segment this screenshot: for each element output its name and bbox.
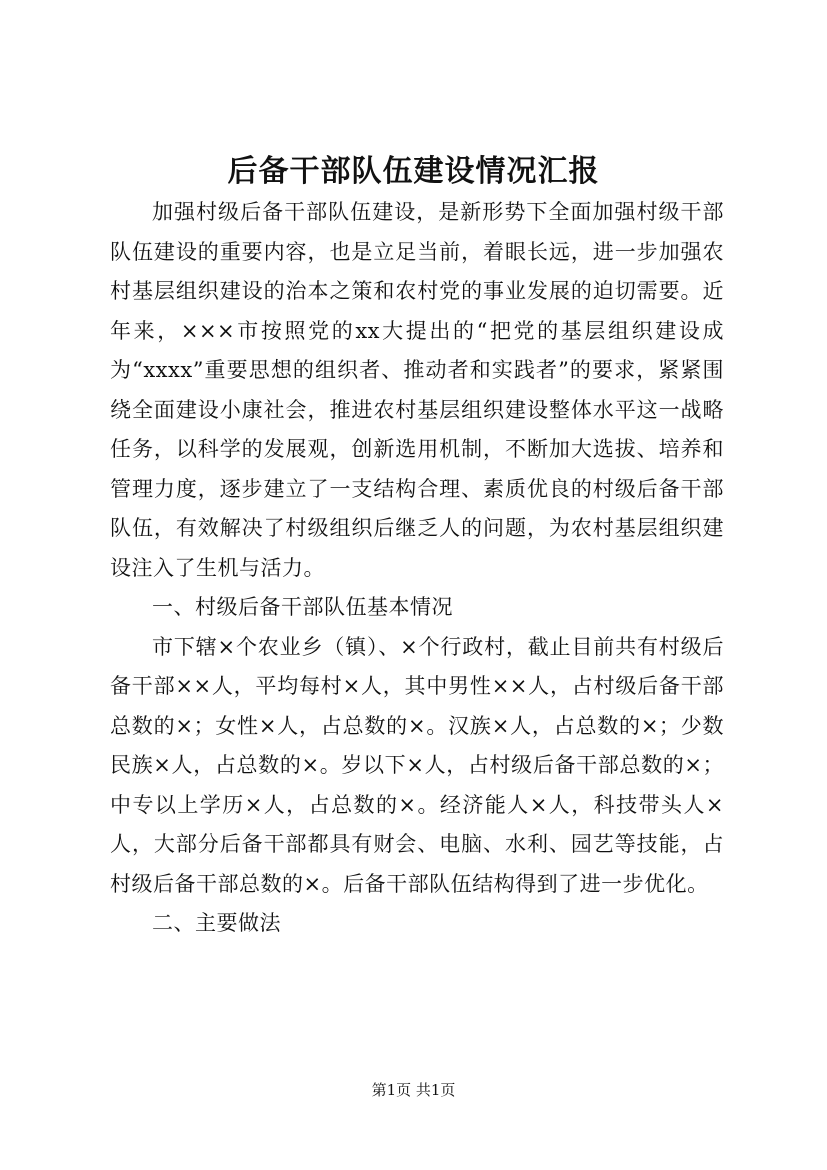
basic-situation-paragraph: 市下辖×个农业乡（镇）、×个行政村，截止目前共有村级后备干部××人，平均每村×人，其中男性××人，占村级后备干部总数的×；女性×人，占总数的×。汉族×人，占总数的×；少数民族×人，占总数的×。岁以下×人，占村级后备干部总数的×；中专以上学历×人，占总数的×。经济能人×人，科技带头人×人，大部分后备干部都具有财会、电脑、水利、园艺等技能，占村级后备干部总数的×。后备干部队伍结构得到了进一步优化。 <box>110 634 724 896</box>
page-footer: 第1页 共1页 <box>371 1081 456 1099</box>
document-title: 后备干部队伍建设情况汇报 <box>227 154 600 189</box>
intro-paragraph: 加强村级后备干部队伍建设，是新形势下全面加强村级干部队伍建设的重要内容，也是立足当前，着眼长远，进一步加强农村基层组织建设的治本之策和农村党的事业发展的迫切需要。近年来，×××市按照党的xx大提出的“把党的基层组织建设成为“xxxx”重要思想的组织者、推动者和实践者”的要求，紧紧围绕全面建设小康社会，推进农村基层组织建设整体水平这一战略任务，以科学的发展观，创新选用机制，不断加大选拔、培养和管理力度，逐步建立了一支结构合理、素质优良的村级后备干部队伍，有效解决了村级组织后继乏人的问题，为农村基层组织建设注入了生机与活力。 <box>110 200 724 580</box>
section-heading-1: 一、村级后备干部队伍基本情况 <box>152 595 453 619</box>
document-body <box>110 193 724 944</box>
section-heading-2: 二、主要做法 <box>152 911 281 935</box>
